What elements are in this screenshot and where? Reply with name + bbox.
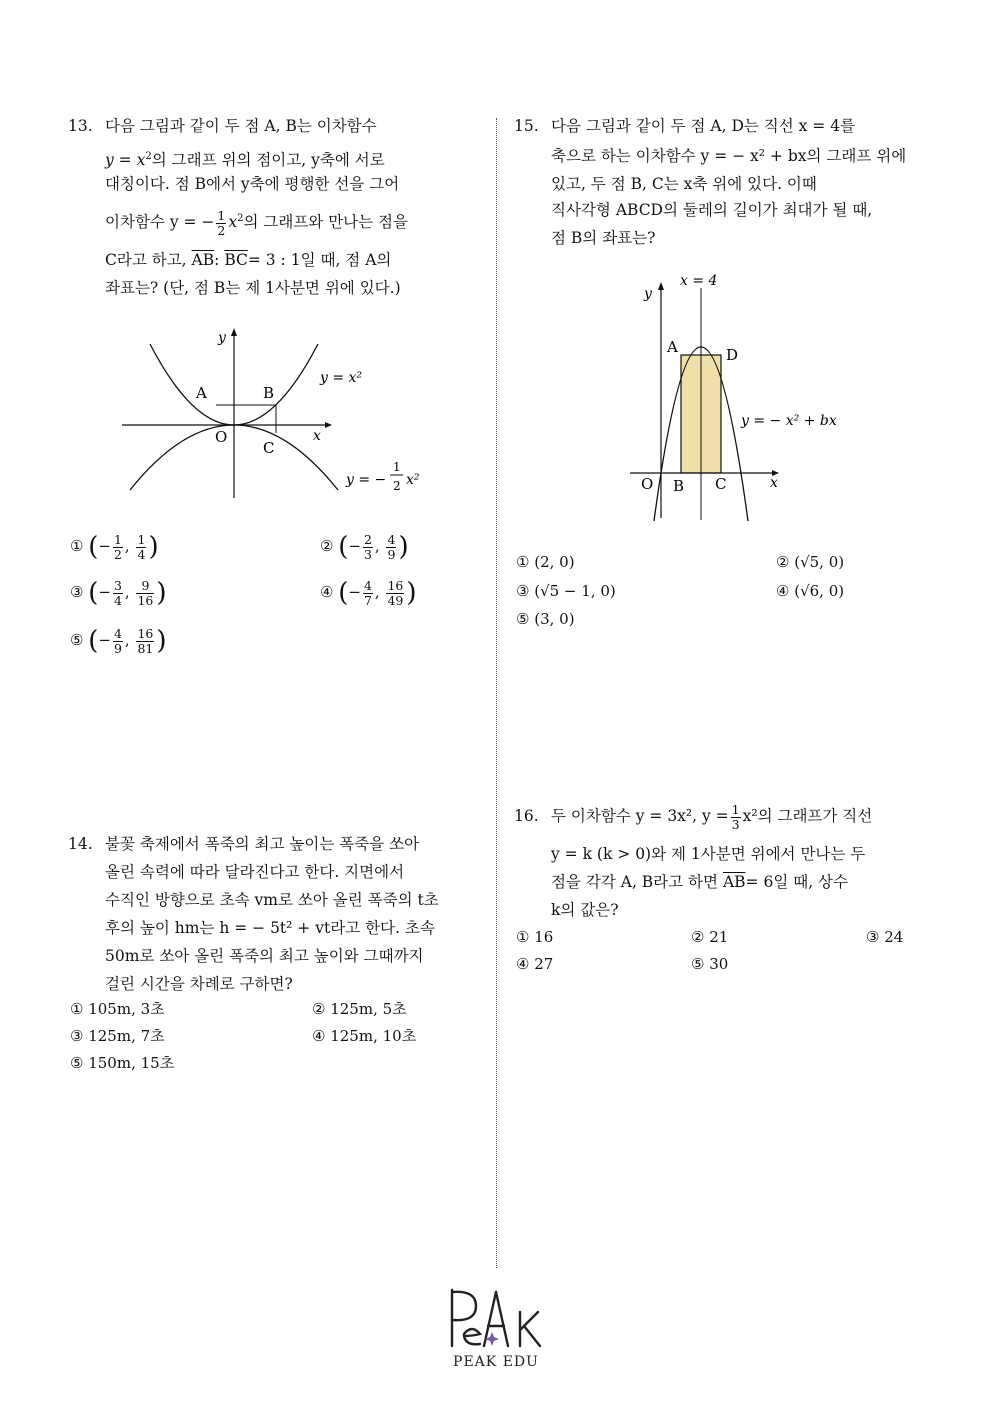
q13-choice-3[interactable]: ③ (− $\frac{3}{4}$ , $\frac{9}{16}$ )	[70, 577, 167, 608]
y-label: y	[644, 286, 652, 302]
q16-choice-1[interactable]: ① 16	[516, 928, 554, 946]
q14-choice-1[interactable]: ① 105m, 3초	[70, 1000, 165, 1018]
x-label: x	[313, 428, 321, 444]
q13-figure	[120, 320, 440, 505]
x-label: x	[770, 475, 778, 491]
point-d-label: D	[726, 346, 739, 364]
q14-line6: 걸린 시간을 차례로 구하면?	[105, 975, 293, 993]
y-label: y	[218, 330, 226, 346]
q15-line2: 축으로 하는 이차함수 y = − x² + bx의 그래프 위에	[551, 147, 907, 165]
q13-line1: 다음 그림과 같이 두 점 A, B는 이차함수	[105, 117, 377, 135]
q15-choice-1[interactable]: ① (2, 0)	[516, 553, 575, 571]
q16-choice-2[interactable]: ② 21	[691, 928, 729, 946]
q15-figure	[625, 268, 840, 528]
point-a-label: A	[196, 384, 207, 402]
y-axis-arrow-icon	[231, 328, 237, 336]
question-number: 13.	[68, 117, 93, 135]
q15-choice-3[interactable]: ③ (√5 − 1, 0)	[516, 582, 616, 600]
point-b-label: B	[673, 477, 685, 495]
q13-line5: C라고 하고, $\overline{AB}$: $\overline{BC}= 3$ : 1일 때, 점 A의	[105, 251, 392, 269]
q16-line1: 두 이차함수 y = 3x², y = $\frac{1}{3}$ x²의 그래프가 직선	[551, 801, 873, 832]
svg-text:x²: x²	[406, 472, 420, 488]
y-axis-arrow-icon	[658, 282, 664, 290]
svg-text:1: 1	[393, 460, 401, 474]
q16-line3: 점을 각각 A, B라고 하면 $\overline{AB}= 6$일 때, 상수	[551, 873, 848, 891]
logo-text: PEAK EDU	[453, 1354, 539, 1370]
column-divider	[496, 118, 497, 1268]
peak-edu-logo	[440, 1282, 552, 1372]
q14-choice-5[interactable]: ⑤ 150m, 15초	[70, 1054, 175, 1072]
q13-choice-2[interactable]: ② (− $\frac{2}{3}$ , $\frac{4}{9}$ )	[320, 531, 409, 562]
q15-line5: 점 B의 좌표는?	[551, 229, 656, 247]
origin-label: O	[641, 475, 654, 493]
x-axis-arrow-icon	[325, 422, 332, 428]
question-14	[68, 830, 488, 1000]
q16-choice-4[interactable]: ④ 27	[516, 955, 554, 973]
q15-line3: 있고, 두 점 B, C는 x축 위에 있다. 이때	[551, 175, 817, 193]
axis-label: x = 4	[680, 273, 718, 289]
svg-text:2: 2	[393, 479, 401, 493]
q16-line2: y = k (k > 0)와 제 1사분면 위에서 만나는 두	[551, 845, 866, 863]
question-13	[68, 112, 488, 312]
question-number: 15.	[514, 117, 539, 135]
q15-choice-2[interactable]: ② (√5, 0)	[776, 553, 845, 571]
question-number: 14.	[68, 835, 93, 853]
curve1-label: y = x²	[320, 370, 363, 386]
q13-choice-4[interactable]: ④ (− $\frac{4}{7}$ , $\frac{16}{49}$ )	[320, 577, 417, 608]
q15-line1: 다음 그림과 같이 두 점 A, D는 직선 x = 4를	[551, 117, 856, 135]
point-c-label: C	[715, 475, 727, 493]
q13-line2: $y = x^2$의 그래프 위의 점이고, y축에 서로	[105, 151, 385, 170]
q15-choice-4[interactable]: ④ (√6, 0)	[776, 582, 845, 600]
curve-label: y = − x² + bx	[741, 413, 837, 429]
q16-line4: k의 값은?	[551, 901, 619, 919]
point-c-label: C	[263, 439, 275, 457]
q14-line3: 수직인 방향으로 초속 vm로 쏘아 올린 폭죽의 t초	[105, 891, 439, 909]
q13-line3: 대칭이다. 점 B에서 y축에 평행한 선을 그어	[105, 175, 400, 193]
q13-choice-1[interactable]: ① (− $\frac{1}{2}$ , $\frac{1}{4}$ )	[70, 531, 159, 562]
q14-line1: 불꽃 축제에서 폭죽의 최고 높이는 폭죽을 쏘아	[105, 835, 420, 853]
q14-choice-4[interactable]: ④ 125m, 10초	[312, 1027, 417, 1045]
q15-line4: 직사각형 ABCD의 둘레의 길이가 최대가 될 때,	[551, 201, 873, 219]
q15-choice-5[interactable]: ⑤ (3, 0)	[516, 610, 575, 628]
q14-line4: 후의 높이 hm는 h = − 5t² + vt라고 한다. 초속	[105, 919, 435, 937]
question-16	[514, 802, 934, 927]
point-b-label: B	[263, 384, 275, 402]
point-a-label: A	[667, 338, 678, 356]
q13-line4: 이차함수 y = − $\frac{1}{2}$ $x^2$의 그래프와 만나는 점을	[105, 207, 408, 238]
question-15	[514, 112, 934, 257]
q13-choice-5[interactable]: ⑤ (− $\frac{4}{9}$ , $\frac{16}{81}$ )	[70, 625, 167, 656]
origin-label: O	[215, 428, 228, 446]
q16-choice-3[interactable]: ③ 24	[866, 928, 904, 946]
q14-line2: 올린 속력에 따라 달라진다고 한다. 지면에서	[105, 863, 405, 881]
curve2-label: y = −	[346, 472, 387, 488]
q14-choice-2[interactable]: ② 125m, 5초	[312, 1000, 407, 1018]
question-number: 16.	[514, 807, 539, 825]
q16-choice-5[interactable]: ⑤ 30	[691, 955, 729, 973]
q13-line6: 좌표는? (단, 점 B는 제 1사분면 위에 있다.)	[105, 279, 401, 297]
q14-choice-3[interactable]: ③ 125m, 7초	[70, 1027, 165, 1045]
q14-line5: 50m로 쏘아 올린 폭죽의 최고 높이와 그때까지	[105, 947, 424, 965]
